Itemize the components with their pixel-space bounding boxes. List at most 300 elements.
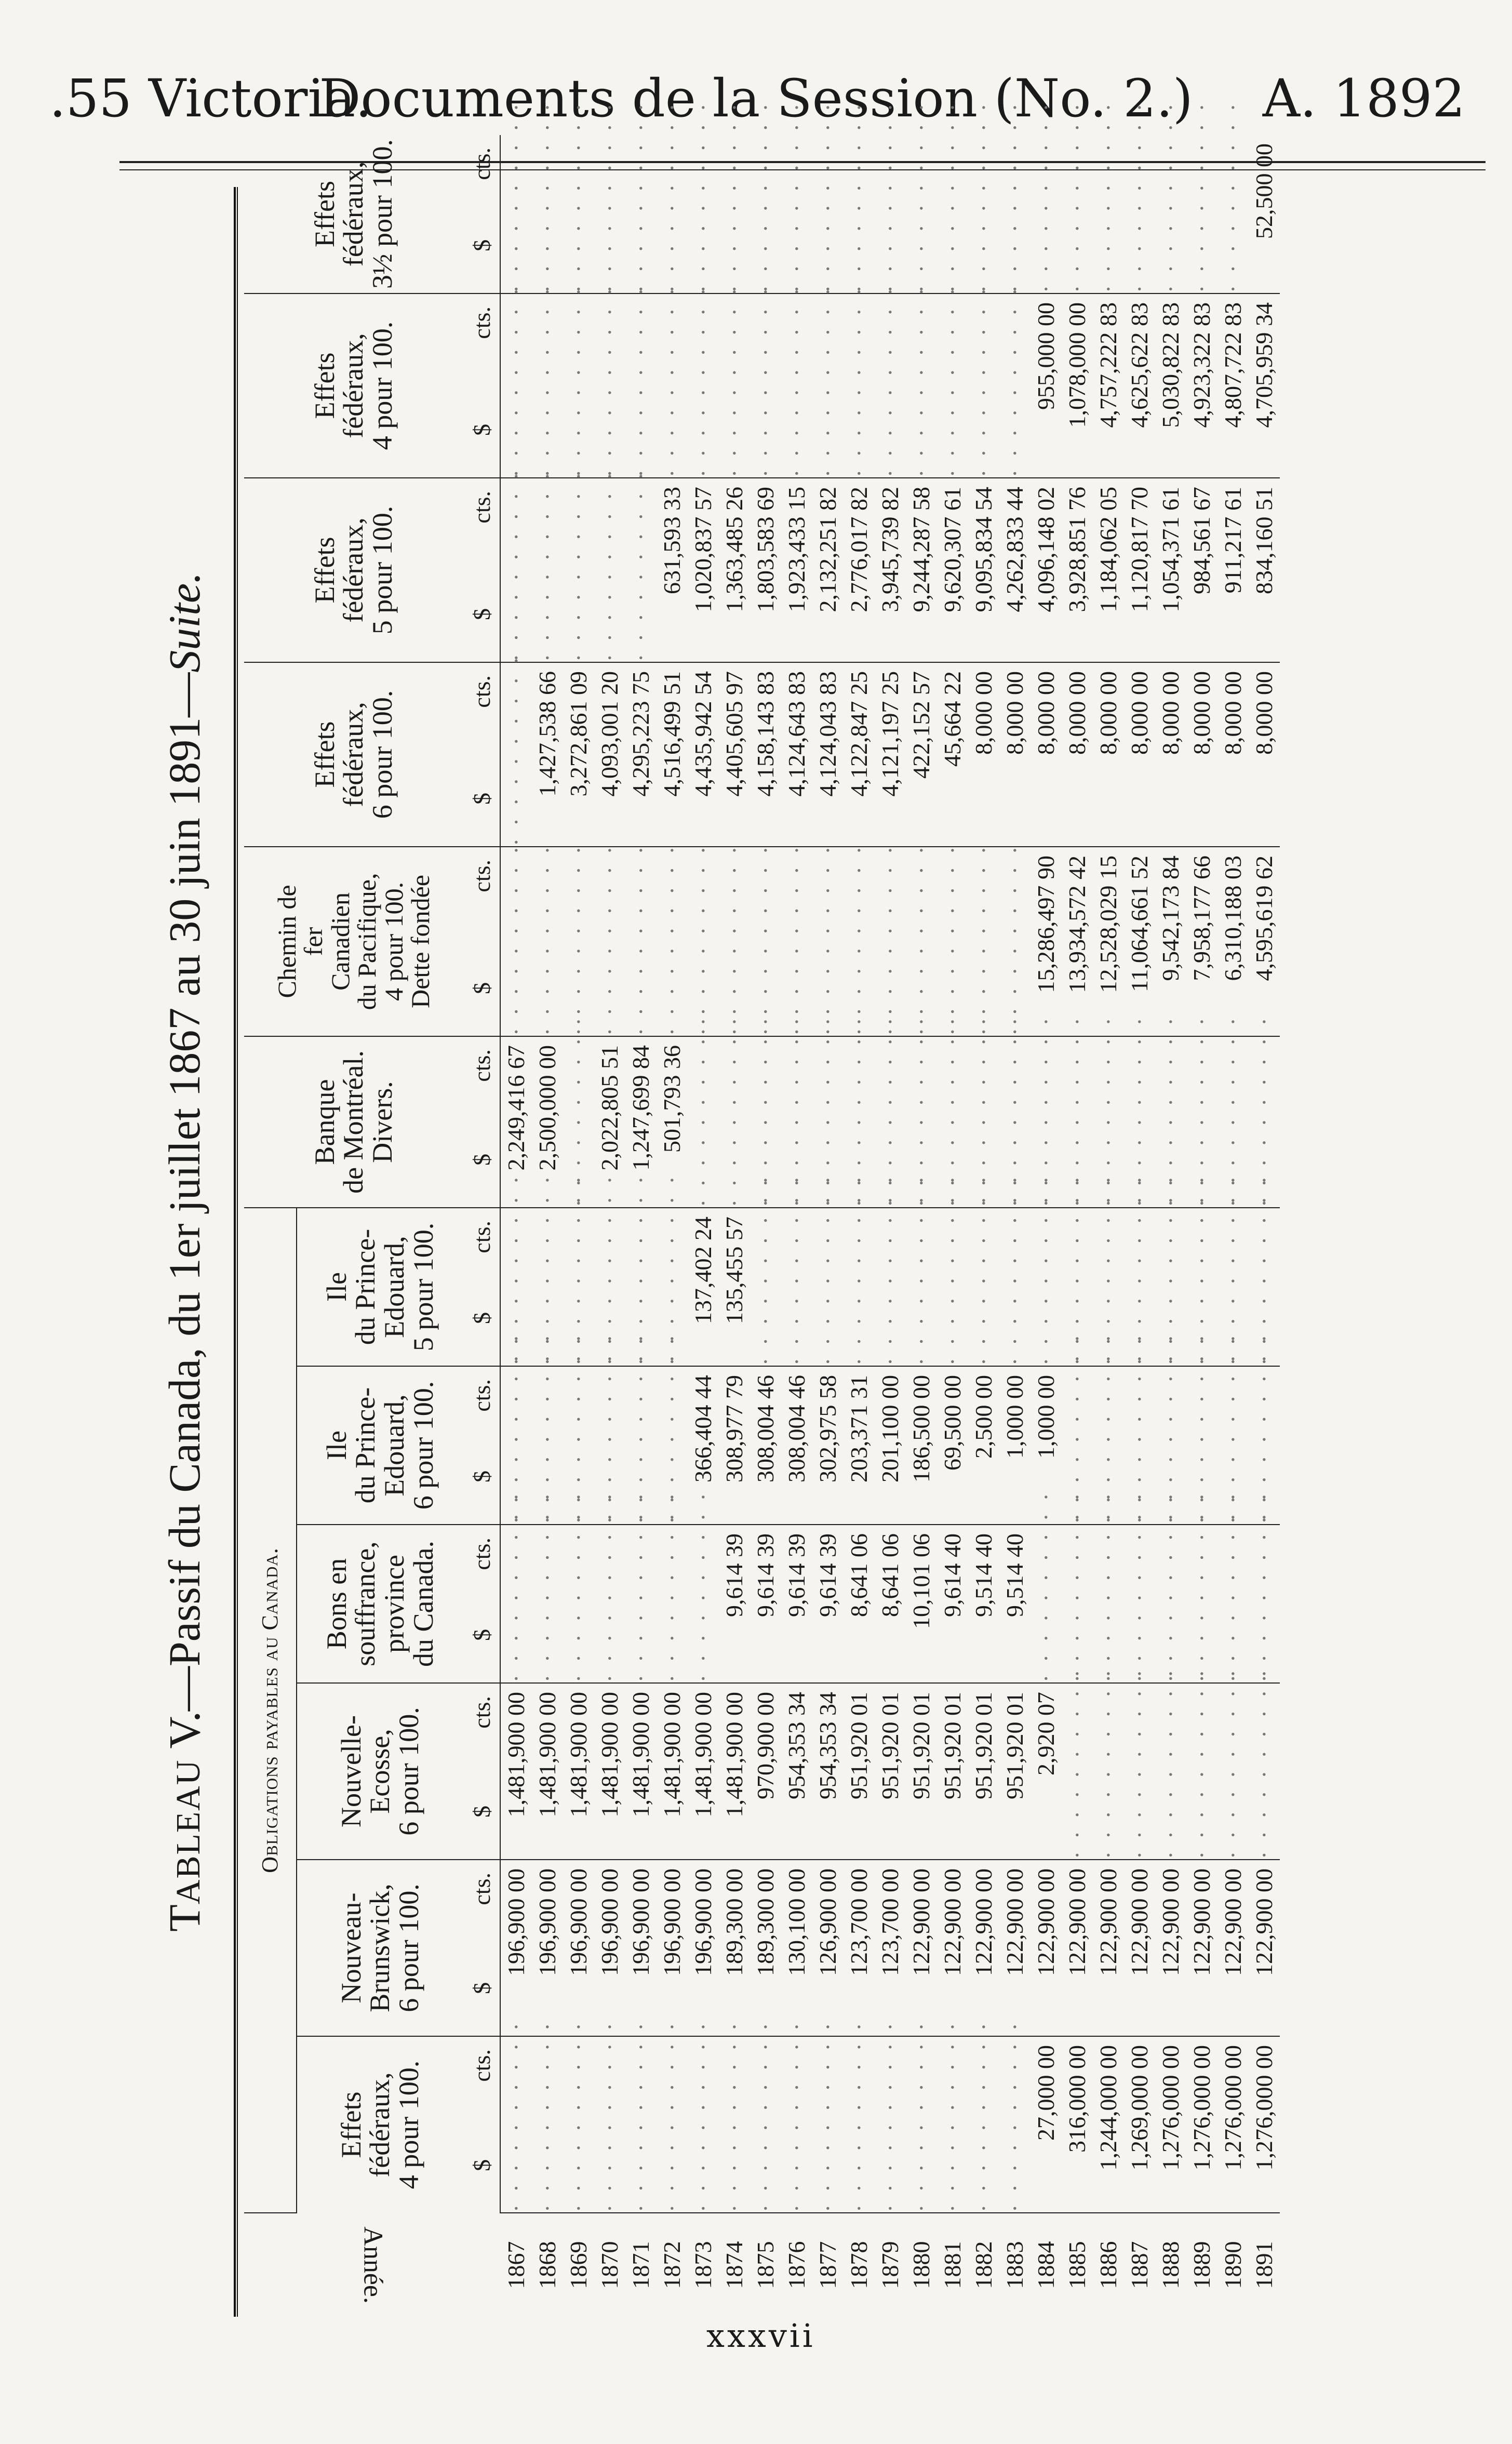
col-header-line: 5 pour 100. (366, 505, 398, 635)
table-body (500, 135, 1280, 2317)
value-cell (1217, 1208, 1249, 1366)
value-cell: 196,900 00 (594, 1860, 625, 2036)
unit-dollar: $ (468, 2159, 495, 2171)
value-cell (594, 1208, 625, 1366)
value-cell (719, 1036, 750, 1208)
year-cell: 1881 (937, 2213, 968, 2317)
value-cell: 8,000 00 (1155, 662, 1186, 847)
value-cell: 9,614 39 (750, 1525, 781, 1683)
value-cell (1186, 1683, 1217, 1860)
value-cell: 1,481,900 00 (657, 1683, 688, 1860)
value-cell (688, 2036, 719, 2213)
value-cell: 122,900 00 (999, 1860, 1031, 2036)
col-header-line: 4 pour 100. (393, 2060, 424, 2189)
col-header-line: Edouard, (379, 1236, 410, 1338)
value-cell (1124, 1525, 1155, 1683)
value-cell: 302,975 58 (812, 1366, 844, 1525)
table-row (532, 135, 563, 2317)
value-cell (999, 1208, 1031, 1366)
units-cell (463, 135, 500, 293)
unit-dollar: $ (468, 1153, 495, 1166)
value-cell: 1,481,900 00 (688, 1683, 719, 1860)
table-row (1249, 135, 1280, 2317)
col-header-line: de Montréal. (338, 1050, 369, 1194)
value-cell (500, 1525, 532, 1683)
year-cell: 1878 (844, 2213, 875, 2317)
value-cell (875, 135, 906, 293)
value-cell (1062, 1525, 1093, 1683)
value-cell (906, 1036, 937, 1208)
year-cell: 1883 (999, 2213, 1031, 2317)
value-cell (1155, 1525, 1186, 1683)
value-cell (937, 135, 968, 293)
value-cell: 122,900 00 (1155, 1860, 1186, 2036)
value-cell (1062, 1036, 1093, 1208)
units-cell (463, 1860, 500, 2036)
year-cell: 1871 (625, 2213, 657, 2317)
value-cell (719, 847, 750, 1036)
value-cell (1217, 1683, 1249, 1860)
value-cell: 308,004 46 (750, 1366, 781, 1525)
value-cell: 196,900 00 (500, 1860, 532, 2036)
value-cell (625, 847, 657, 1036)
col-header-effets-5 (244, 478, 463, 662)
value-cell (1249, 1366, 1280, 1525)
value-cell: 123,700 00 (844, 1860, 875, 2036)
value-cell (625, 1525, 657, 1683)
value-cell (500, 662, 532, 847)
col-header-line: 4 pour 100. (379, 882, 408, 1001)
value-cell: 308,977 79 (719, 1366, 750, 1525)
value-cell: 1,363,485 26 (719, 478, 750, 662)
table-row (1217, 135, 1249, 2317)
value-cell: 3,945,739 82 (875, 478, 906, 662)
year-cell: 1885 (1062, 2213, 1093, 2317)
value-cell (1249, 1036, 1280, 1208)
value-cell: 123,700 00 (875, 1860, 906, 2036)
value-cell (625, 2036, 657, 2213)
year-cell: 1868 (532, 2213, 563, 2317)
value-cell: 4,757,222 83 (1093, 293, 1124, 478)
value-cell: 1,481,900 00 (500, 1683, 532, 1860)
value-cell: 1,923,433 15 (781, 478, 812, 662)
value-cell (875, 847, 906, 1036)
value-cell: 2,776,017 82 (844, 478, 875, 662)
value-cell: 15,286,497 90 (1031, 847, 1062, 1036)
value-cell: 501,793 36 (657, 1036, 688, 1208)
value-cell (844, 1208, 875, 1366)
value-cell: 8,641 06 (844, 1525, 875, 1683)
value-cell (875, 2036, 906, 2213)
value-cell: 1,078,000 00 (1062, 293, 1093, 478)
value-cell (1217, 1366, 1249, 1525)
table-row (781, 135, 812, 2317)
value-cell: 955,000 00 (1031, 293, 1062, 478)
value-cell (532, 1366, 563, 1525)
value-cell: 9,514 40 (968, 1525, 999, 1683)
col-header-line: 3½ pour 100. (366, 139, 398, 289)
value-cell: 316,000 00 (1062, 2036, 1093, 2213)
value-cell (781, 1036, 812, 1208)
value-cell: 1,481,900 00 (532, 1683, 563, 1860)
value-cell: 1,247,699 84 (625, 1036, 657, 1208)
value-cell (844, 293, 875, 478)
col-header-line: fédéraux, (338, 333, 369, 438)
col-header-line: province (379, 1555, 410, 1653)
col-header-line: souffrance, (350, 1541, 381, 1666)
unit-cents: cts. (468, 675, 495, 708)
unit-cents: cts. (468, 2049, 495, 2082)
col-header-bons-souffrance (297, 1525, 463, 1683)
col-header-line: fédéraux, (364, 2072, 396, 2178)
value-cell: 1,481,900 00 (625, 1683, 657, 1860)
value-cell (657, 1208, 688, 1366)
value-cell: 984,561 67 (1186, 478, 1217, 662)
value-cell (532, 2036, 563, 2213)
value-cell: 951,920 01 (968, 1683, 999, 1860)
col-header-line: Ile (320, 1272, 352, 1302)
value-cell (1093, 135, 1124, 293)
value-cell (719, 2036, 750, 2213)
value-cell (781, 293, 812, 478)
value-cell: 1,276,000 00 (1217, 2036, 1249, 2213)
col-header-line: du Prince- (350, 1387, 381, 1504)
value-cell (968, 847, 999, 1036)
value-cell: 4,625,622 83 (1124, 293, 1155, 478)
col-header-line: Divers. (366, 1081, 398, 1163)
value-cell (1217, 1036, 1249, 1208)
value-cell: 52,500 00 (1249, 135, 1280, 293)
value-cell: 954,353 34 (781, 1683, 812, 1860)
value-cell (1031, 135, 1062, 293)
units-cell (463, 1036, 500, 1208)
value-cell (532, 1525, 563, 1683)
value-cell: 422,152 57 (906, 662, 937, 847)
table-row (688, 135, 719, 2317)
value-cell (594, 135, 625, 293)
unit-cents: cts. (468, 1049, 495, 1082)
value-cell (1217, 1525, 1249, 1683)
value-cell: 122,900 00 (937, 1860, 968, 2036)
value-cell: 1,054,371 61 (1155, 478, 1186, 662)
value-cell: 8,000 00 (1186, 662, 1217, 847)
units-cell (463, 1525, 500, 1683)
value-cell: 2,500,000 00 (532, 1036, 563, 1208)
title-main: V.—Passif du Canada, du 1er juillet 1867 au 30 juin 1891— (159, 672, 209, 1759)
value-cell: 9,244,287 58 (906, 478, 937, 662)
units-cell (463, 1366, 500, 1525)
table-row (1186, 135, 1217, 2317)
year-cell: 1873 (688, 2213, 719, 2317)
value-cell (812, 1208, 844, 1366)
value-cell: 4,093,001 20 (594, 662, 625, 847)
value-cell: 911,217 61 (1217, 478, 1249, 662)
value-cell: 8,000 00 (1124, 662, 1155, 847)
col-header-effets-3-5 (244, 135, 463, 293)
value-cell: 3,928,851 76 (1062, 478, 1093, 662)
table-row (812, 135, 844, 2317)
value-cell (1217, 135, 1249, 293)
value-cell: 951,920 01 (999, 1683, 1031, 1860)
unit-dollar: $ (468, 1312, 495, 1324)
value-cell (1249, 1208, 1280, 1366)
table-row (844, 135, 875, 2317)
value-cell: 4,122,847 25 (844, 662, 875, 847)
value-cell: 8,641 06 (875, 1525, 906, 1683)
value-cell: 122,900 00 (1124, 1860, 1155, 2036)
value-cell: 8,000 00 (999, 662, 1031, 847)
value-cell (625, 1366, 657, 1525)
value-cell (563, 1208, 594, 1366)
value-cell (688, 293, 719, 478)
value-cell (1062, 135, 1093, 293)
value-cell (781, 2036, 812, 2213)
unit-dollar: $ (468, 1471, 495, 1483)
value-cell (500, 1208, 532, 1366)
value-cell: 1,120,817 70 (1124, 478, 1155, 662)
value-cell (781, 1208, 812, 1366)
value-cell: 9,614 39 (781, 1525, 812, 1683)
col-header-line: 5 pour 100. (407, 1222, 439, 1352)
value-cell: 69,500 00 (937, 1366, 968, 1525)
value-cell (968, 293, 999, 478)
value-cell (657, 847, 688, 1036)
value-cell (563, 1036, 594, 1208)
value-cell (937, 847, 968, 1036)
value-cell (563, 847, 594, 1036)
value-cell (906, 847, 937, 1036)
value-cell (657, 1525, 688, 1683)
value-cell: 308,004 46 (781, 1366, 812, 1525)
unit-cents: cts. (468, 306, 495, 339)
value-cell: 11,064,661 52 (1124, 847, 1155, 1036)
value-cell: 1,020,837 57 (688, 478, 719, 662)
col-header-effets-6 (244, 662, 463, 847)
year-cell: 1884 (1031, 2213, 1062, 2317)
value-cell (1031, 1525, 1062, 1683)
value-cell (937, 2036, 968, 2213)
units-cell (463, 847, 500, 1036)
col-header-line: du Canada. (407, 1541, 439, 1667)
value-cell (781, 847, 812, 1036)
value-cell: 1,000 00 (1031, 1366, 1062, 1525)
value-cell: 9,614 40 (937, 1525, 968, 1683)
col-header-nouvelle-ecosse (297, 1683, 463, 1860)
value-cell (500, 293, 532, 478)
col-header-line: Canadien (325, 892, 355, 991)
col-header-line: Edouard, (379, 1394, 410, 1497)
table-row (1155, 135, 1186, 2317)
col-header-line: Brunswick, (364, 1884, 396, 2012)
year-cell: 1891 (1249, 2213, 1280, 2317)
value-cell (844, 135, 875, 293)
value-cell (1062, 1208, 1093, 1366)
value-cell: 4,121,197 25 (875, 662, 906, 847)
unit-dollar: $ (468, 239, 495, 251)
value-cell: 2,920 07 (1031, 1683, 1062, 1860)
value-cell: 3,272,861 09 (563, 662, 594, 847)
value-cell: 27,000 00 (1031, 2036, 1062, 2213)
value-cell: 126,900 00 (812, 1860, 844, 2036)
value-cell (844, 847, 875, 1036)
year-cell: 1887 (1124, 2213, 1155, 2317)
value-cell: 1,276,000 00 (1186, 2036, 1217, 2213)
col-header-line: 6 pour 100. (393, 1707, 424, 1836)
value-cell (1186, 1366, 1217, 1525)
value-cell (1155, 1683, 1186, 1860)
table-row (1031, 135, 1062, 2317)
value-cell (563, 135, 594, 293)
value-cell (906, 135, 937, 293)
value-cell: 196,900 00 (532, 1860, 563, 2036)
value-cell (1093, 1208, 1124, 1366)
value-cell: 2,500 00 (968, 1366, 999, 1525)
value-cell: 1,481,900 00 (719, 1683, 750, 1860)
value-cell: 1,276,000 00 (1249, 2036, 1280, 2213)
value-cell (563, 293, 594, 478)
value-cell: 122,900 00 (1093, 1860, 1124, 2036)
value-cell (1124, 135, 1155, 293)
value-cell: 5,030,822 83 (1155, 293, 1186, 478)
value-cell: 122,900 00 (1186, 1860, 1217, 2036)
value-cell (999, 2036, 1031, 2213)
value-cell: 12,528,029 15 (1093, 847, 1124, 1036)
year-cell: 1882 (968, 2213, 999, 2317)
value-cell (563, 1525, 594, 1683)
value-cell (937, 1036, 968, 1208)
value-cell: 196,900 00 (563, 1860, 594, 2036)
value-cell: 2,022,805 51 (594, 1036, 625, 1208)
value-cell: 4,923,322 83 (1186, 293, 1217, 478)
running-header-center: Documents de la Session (No. 2.) (319, 68, 1193, 129)
value-cell: 8,000 00 (1031, 662, 1062, 847)
value-cell (812, 1036, 844, 1208)
col-header-line: 6 pour 100. (407, 1381, 439, 1510)
value-cell (750, 1036, 781, 1208)
value-cell: 1,481,900 00 (594, 1683, 625, 1860)
value-cell (1031, 1036, 1062, 1208)
value-cell (657, 2036, 688, 2213)
col-header-line: Effets (309, 537, 340, 604)
year-cell: 1875 (750, 2213, 781, 2317)
value-cell (625, 293, 657, 478)
col-header-line: fédéraux, (338, 517, 369, 623)
value-cell (1155, 135, 1186, 293)
value-cell (563, 478, 594, 662)
unit-dollar: $ (468, 1629, 495, 1641)
value-cell (625, 478, 657, 662)
table-row (906, 135, 937, 2317)
value-cell: 122,900 00 (1062, 1860, 1093, 2036)
value-cell: 4,516,499 51 (657, 662, 688, 847)
value-cell (625, 1208, 657, 1366)
col-header-ipe-5 (297, 1208, 463, 1366)
value-cell (1186, 1036, 1217, 1208)
value-cell (875, 1036, 906, 1208)
value-cell (532, 293, 563, 478)
value-cell: 122,900 00 (1031, 1860, 1062, 2036)
value-cell (657, 1366, 688, 1525)
table-row (719, 135, 750, 2317)
value-cell: 9,542,173 84 (1155, 847, 1186, 1036)
value-cell: 4,262,833 44 (999, 478, 1031, 662)
value-cell: 10,101 06 (906, 1525, 937, 1683)
value-cell (844, 2036, 875, 2213)
value-cell: 9,514 40 (999, 1525, 1031, 1683)
title-smallcaps: ABLEAU (169, 1759, 207, 1905)
value-cell (812, 2036, 844, 2213)
col-header-line: du Prince- (350, 1228, 381, 1345)
table-frame-line-thin (237, 187, 238, 2317)
unit-cents: cts. (468, 1873, 495, 1905)
col-header-line: Dette fondée (406, 875, 435, 1008)
value-cell: 189,300 00 (719, 1860, 750, 2036)
table-row (625, 135, 657, 2317)
rotated-table-block (145, 139, 1465, 2317)
table-row (500, 135, 532, 2317)
value-cell: 135,455 57 (719, 1208, 750, 1366)
value-cell: 4,096,148 02 (1031, 478, 1062, 662)
liabilities-table (244, 135, 1280, 2317)
value-cell: 122,900 00 (906, 1860, 937, 2036)
running-header-right: A. 1892 (1262, 68, 1465, 129)
value-cell: 122,900 00 (1217, 1860, 1249, 2036)
value-cell (500, 847, 532, 1036)
value-cell: 2,249,416 67 (500, 1036, 532, 1208)
unit-dollar: $ (468, 423, 495, 436)
value-cell (1155, 1208, 1186, 1366)
table-row (594, 135, 625, 2317)
value-cell (812, 847, 844, 1036)
value-cell (719, 135, 750, 293)
unit-dollar: $ (468, 982, 495, 994)
table-frame-line (234, 187, 236, 2317)
table-row (937, 135, 968, 2317)
value-cell (968, 1208, 999, 1366)
year-cell: 1886 (1093, 2213, 1124, 2317)
value-cell (657, 293, 688, 478)
value-cell: 9,614 39 (812, 1525, 844, 1683)
value-cell (750, 847, 781, 1036)
value-cell (999, 847, 1031, 1036)
units-cell (463, 662, 500, 847)
value-cell: 1,803,583 69 (750, 478, 781, 662)
col-header-line: fédéraux, (338, 161, 369, 267)
year-cell: 1867 (500, 2213, 532, 2317)
unit-dollar: $ (468, 1982, 495, 1994)
value-cell: 4,405,605 97 (719, 662, 750, 847)
value-cell (594, 293, 625, 478)
col-header-ipe-6 (297, 1366, 463, 1525)
col-header-line: 4 pour 100. (366, 321, 398, 450)
unit-cents: cts. (468, 1696, 495, 1729)
value-cell: 4,295,223 75 (625, 662, 657, 847)
value-cell (750, 135, 781, 293)
unit-cents: cts. (468, 147, 495, 180)
col-header-line: fer (299, 927, 328, 956)
value-cell: 1,000 00 (999, 1366, 1031, 1525)
title-initial: T (159, 1904, 209, 1932)
value-cell: 45,664 22 (937, 662, 968, 847)
value-cell: 186,500 00 (906, 1366, 937, 1525)
value-cell (1155, 1366, 1186, 1525)
value-cell (532, 1208, 563, 1366)
value-cell: 201,100 00 (875, 1366, 906, 1525)
year-cell: 1874 (719, 2213, 750, 2317)
value-cell: 7,958,177 66 (1186, 847, 1217, 1036)
value-cell: 9,095,834 54 (968, 478, 999, 662)
units-cell (463, 1683, 500, 1860)
